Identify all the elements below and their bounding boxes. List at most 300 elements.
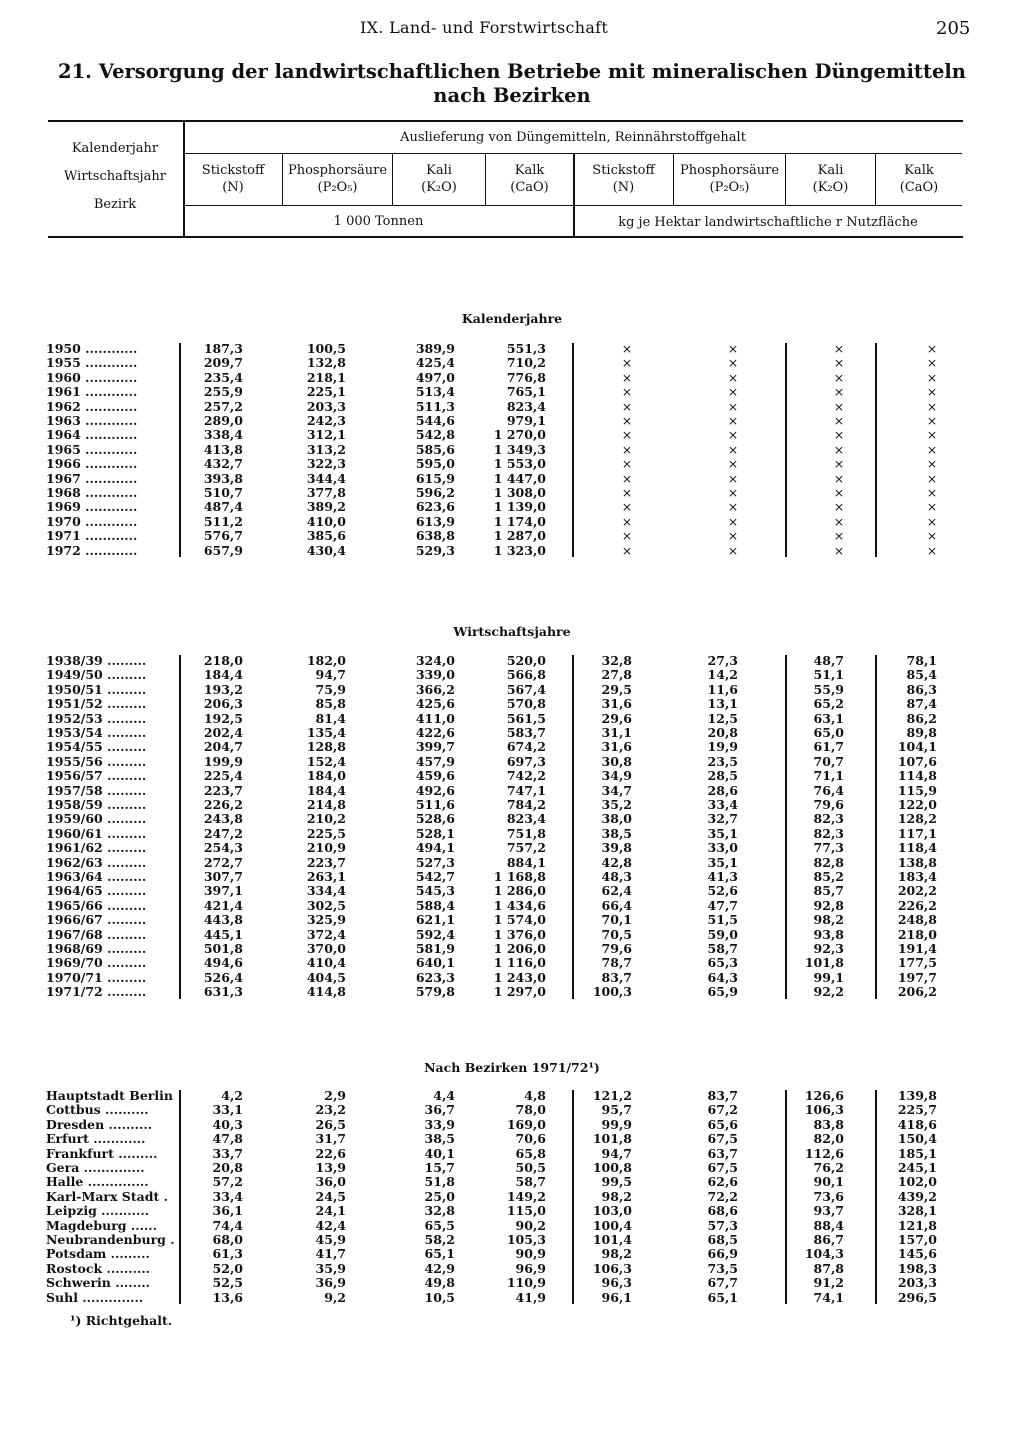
column-header <box>486 162 573 196</box>
cell-lime-kg: 191,4 <box>897 941 937 956</box>
cell-nitrogen-t: 206,3 <box>203 696 243 712</box>
cell-nitrogen-t: 193,2 <box>203 681 243 697</box>
cell-lime-t: 115,0 <box>506 1203 546 1219</box>
cell-potash-kg: 76,2 <box>813 1160 844 1175</box>
cell-potash-t: 581,9 <box>415 941 455 956</box>
cell-potash-t: 65,5 <box>424 1217 455 1233</box>
table-row <box>0 515 1024 529</box>
cell-nitrogen-t: 393,8 <box>203 470 243 486</box>
table-row <box>0 784 1024 798</box>
stub-label-calendar-year: Kalenderjahr <box>71 141 159 156</box>
cell-potash-kg: × <box>833 542 845 558</box>
cell-nitrogen-kg: × <box>621 369 633 385</box>
cell-potash-kg: 65,0 <box>813 725 844 740</box>
cell-phosphate-kg: × <box>727 542 739 558</box>
table-row <box>0 1132 1024 1146</box>
row-label: Suhl .............. <box>46 1290 144 1305</box>
cell-phosphate-kg: 33,4 <box>707 797 738 812</box>
cell-lime-t: 566,8 <box>506 667 546 683</box>
cell-phosphate-t: 135,4 <box>306 725 346 740</box>
column-header-formula: (CaO) <box>899 180 939 195</box>
cell-phosphate-kg: 23,5 <box>707 753 738 769</box>
unit-label-tonnes: 1 000 Tonnen <box>333 214 424 229</box>
cell-phosphate-t: 75,9 <box>315 681 346 697</box>
cell-nitrogen-kg: 38,5 <box>601 825 632 841</box>
cell-potash-kg: × <box>833 427 845 443</box>
table-row <box>0 654 1024 668</box>
cell-nitrogen-t: 307,7 <box>203 869 243 884</box>
cell-nitrogen-t: 338,4 <box>203 427 243 443</box>
cell-nitrogen-kg: 94,7 <box>601 1145 632 1161</box>
cell-lime-t: 1 376,0 <box>493 926 546 942</box>
cell-potash-kg: 92,2 <box>813 984 844 1000</box>
cell-nitrogen-kg: 79,6 <box>601 941 632 956</box>
cell-nitrogen-kg: × <box>621 542 633 558</box>
cell-nitrogen-kg: 31,6 <box>601 696 632 712</box>
column-rule <box>572 655 574 999</box>
cell-phosphate-t: 225,5 <box>306 825 346 841</box>
cell-phosphate-t: 410,0 <box>306 513 346 529</box>
cell-potash-t: 51,8 <box>424 1174 455 1190</box>
cell-potash-t: 527,3 <box>415 854 455 870</box>
cell-lime-t: 58,7 <box>515 1174 546 1190</box>
cell-nitrogen-kg: 31,1 <box>601 725 632 740</box>
cell-potash-kg: 87,8 <box>813 1260 844 1276</box>
cell-potash-kg: 90,1 <box>813 1174 844 1190</box>
cell-phosphate-kg: 14,2 <box>707 667 738 683</box>
cell-nitrogen-kg: 98,2 <box>601 1246 632 1262</box>
table-row <box>0 942 1024 956</box>
row-label: 1968 ............ <box>46 486 138 500</box>
row-label: 1949/50 ......... <box>46 668 147 683</box>
cell-potash-t: 511,3 <box>415 398 455 414</box>
cell-potash-t: 494,1 <box>415 840 455 856</box>
cell-phosphate-t: 370,0 <box>306 941 346 956</box>
cell-lime-kg: 296,5 <box>897 1289 937 1305</box>
cell-phosphate-kg: 68,5 <box>707 1232 738 1247</box>
cell-nitrogen-t: 13,6 <box>212 1289 243 1305</box>
cell-nitrogen-kg: × <box>621 427 633 443</box>
table-row <box>0 443 1024 457</box>
cell-lime-t: 1 174,0 <box>493 513 546 529</box>
table-row <box>0 457 1024 471</box>
cell-nitrogen-kg: 99,9 <box>601 1116 632 1132</box>
cell-phosphate-t: 322,3 <box>306 456 346 472</box>
column-header-formula: (K₂O) <box>812 180 849 195</box>
cell-lime-t: 784,2 <box>506 797 546 812</box>
column-header-name: Phosphorsäure <box>287 163 388 178</box>
cell-potash-kg: × <box>833 499 845 515</box>
cell-lime-kg: × <box>926 528 938 544</box>
cell-phosphate-kg: 27,3 <box>707 653 738 668</box>
cell-potash-kg: 91,2 <box>813 1275 844 1291</box>
cell-potash-kg: × <box>833 528 845 544</box>
cell-potash-kg: 82,3 <box>813 825 844 841</box>
column-rule <box>179 1090 181 1304</box>
row-label: 1938/39 ......... <box>46 654 147 668</box>
row-label: 1960 ............ <box>46 370 138 385</box>
cell-potash-kg: 106,3 <box>804 1102 844 1118</box>
cell-phosphate-kg: 67,5 <box>707 1160 738 1175</box>
cell-lime-t: 1 270,0 <box>493 427 546 443</box>
column-header-formula: (N) <box>612 180 635 195</box>
row-label: 1950 ............ <box>46 342 138 356</box>
cell-phosphate-t: 404,5 <box>306 969 346 985</box>
cell-phosphate-kg: 12,5 <box>707 710 738 726</box>
row-label: 1970 ............ <box>46 514 138 529</box>
cell-nitrogen-kg: 100,4 <box>592 1217 632 1233</box>
cell-lime-kg: × <box>926 499 938 515</box>
table-row <box>0 1118 1024 1132</box>
cell-potash-kg: 73,6 <box>813 1188 844 1204</box>
column-header <box>283 162 392 196</box>
row-label: 1963/64 ......... <box>46 870 147 884</box>
cell-lime-kg: 177,5 <box>897 955 937 971</box>
table-row <box>0 1103 1024 1117</box>
cell-potash-t: 40,1 <box>424 1145 455 1161</box>
cell-nitrogen-t: 255,9 <box>203 384 243 400</box>
row-label: 1971/72 ......... <box>46 985 147 1000</box>
cell-phosphate-kg: 19,9 <box>707 739 738 755</box>
cell-phosphate-t: 223,7 <box>306 854 346 870</box>
cell-lime-kg: 150,4 <box>897 1131 937 1147</box>
cell-phosphate-kg: 47,7 <box>707 897 738 913</box>
cell-nitrogen-t: 36,1 <box>212 1203 243 1219</box>
cell-potash-kg: 86,7 <box>813 1232 844 1247</box>
cell-nitrogen-kg: 31,6 <box>601 739 632 755</box>
page-number: 205 <box>936 18 971 39</box>
cell-nitrogen-kg: 95,7 <box>601 1102 632 1118</box>
cell-phosphate-t: 85,8 <box>315 696 346 712</box>
cell-phosphate-t: 313,2 <box>306 441 346 457</box>
cell-potash-t: 15,7 <box>424 1160 455 1175</box>
table-row <box>0 928 1024 942</box>
cell-lime-kg: × <box>926 413 938 428</box>
cell-nitrogen-kg: 30,8 <box>601 753 632 769</box>
cell-potash-kg: × <box>833 485 845 500</box>
row-label: Dresden .......... <box>46 1117 153 1132</box>
table-row <box>0 956 1024 970</box>
cell-potash-t: 542,7 <box>415 869 455 884</box>
cell-potash-kg: 112,6 <box>804 1145 844 1161</box>
row-label: 1950/51 ......... <box>46 682 147 697</box>
cell-lime-kg: 157,0 <box>897 1232 937 1247</box>
cell-phosphate-t: 42,4 <box>315 1217 346 1233</box>
cell-lime-kg: 198,3 <box>897 1260 937 1276</box>
column-header <box>674 162 785 196</box>
cell-potash-t: 615,9 <box>415 470 455 486</box>
cell-lime-t: 747,1 <box>506 782 546 798</box>
cell-phosphate-t: 210,9 <box>306 840 346 856</box>
cell-nitrogen-t: 257,2 <box>203 398 243 414</box>
cell-nitrogen-t: 68,0 <box>212 1232 243 1247</box>
cell-lime-kg: 139,8 <box>897 1088 937 1103</box>
cell-potash-t: 511,6 <box>415 797 455 812</box>
cell-phosphate-kg: 83,7 <box>707 1088 738 1103</box>
table-row <box>0 740 1024 754</box>
cell-lime-t: 567,4 <box>506 681 546 697</box>
cell-potash-t: 399,7 <box>415 739 455 755</box>
table-row <box>0 812 1024 826</box>
cell-nitrogen-kg: × <box>621 341 633 356</box>
cell-potash-t: 497,0 <box>415 369 455 385</box>
row-label: 1954/55 ......... <box>46 740 147 755</box>
cell-potash-kg: × <box>833 456 845 472</box>
cell-nitrogen-t: 184,4 <box>203 667 243 683</box>
cell-potash-kg: × <box>833 441 845 457</box>
table-row <box>0 385 1024 399</box>
cell-nitrogen-kg: 99,5 <box>601 1174 632 1190</box>
cell-nitrogen-t: 494,6 <box>203 955 243 971</box>
cell-lime-t: 70,6 <box>515 1131 546 1147</box>
table-row <box>0 769 1024 783</box>
cell-lime-t: 757,2 <box>506 840 546 856</box>
cell-nitrogen-kg: × <box>621 384 633 400</box>
cell-lime-kg: 225,7 <box>897 1102 937 1118</box>
cell-nitrogen-t: 526,4 <box>203 969 243 985</box>
cell-phosphate-t: 184,0 <box>306 768 346 784</box>
cell-phosphate-kg: 65,1 <box>707 1289 738 1305</box>
cell-nitrogen-t: 487,4 <box>203 499 243 515</box>
table-row <box>0 428 1024 442</box>
cell-lime-t: 1 349,3 <box>493 441 546 457</box>
row-label: 1951/52 ......... <box>46 697 147 712</box>
row-label: 1961 ............ <box>46 385 138 400</box>
cell-phosphate-kg: 59,0 <box>707 926 738 942</box>
cell-nitrogen-t: 289,0 <box>203 413 243 428</box>
cell-nitrogen-kg: 62,4 <box>601 883 632 899</box>
cell-potash-kg: 48,7 <box>813 653 844 668</box>
cell-lime-t: 710,2 <box>506 355 546 371</box>
cell-phosphate-t: 100,5 <box>306 341 346 356</box>
cell-lime-kg: 218,0 <box>897 926 937 942</box>
cell-lime-t: 50,5 <box>515 1160 546 1175</box>
cell-phosphate-t: 312,1 <box>306 427 346 443</box>
column-header <box>876 162 962 196</box>
cell-potash-kg: 71,1 <box>813 768 844 784</box>
cell-phosphate-kg: × <box>727 341 739 356</box>
row-label: Erfurt ............ <box>46 1132 146 1147</box>
cell-nitrogen-kg: × <box>621 528 633 544</box>
cell-potash-kg: 51,1 <box>813 667 844 683</box>
cell-potash-kg: 85,2 <box>813 869 844 884</box>
cell-potash-t: 528,6 <box>415 811 455 827</box>
cell-potash-kg: 93,7 <box>813 1203 844 1219</box>
cell-lime-t: 561,5 <box>506 710 546 726</box>
cell-phosphate-t: 414,8 <box>306 984 346 1000</box>
cell-nitrogen-kg: 66,4 <box>601 897 632 913</box>
column-rule <box>785 1090 787 1304</box>
cell-lime-t: 520,0 <box>506 653 546 668</box>
cell-phosphate-t: 128,8 <box>306 739 346 755</box>
cell-phosphate-kg: 11,6 <box>707 681 738 697</box>
cell-phosphate-kg: 67,5 <box>707 1131 738 1147</box>
table-row <box>0 985 1024 999</box>
cell-potash-t: 528,1 <box>415 825 455 841</box>
cell-potash-t: 457,9 <box>415 753 455 769</box>
cell-potash-kg: 70,7 <box>813 753 844 769</box>
cell-potash-kg: 126,6 <box>804 1088 844 1103</box>
cell-phosphate-t: 26,5 <box>315 1116 346 1132</box>
row-label: 1960/61 ......... <box>46 826 147 841</box>
cell-nitrogen-kg: 96,3 <box>601 1275 632 1291</box>
cell-phosphate-t: 430,4 <box>306 542 346 558</box>
cell-lime-t: 1 116,0 <box>493 955 546 971</box>
cell-lime-t: 1 574,0 <box>493 912 546 928</box>
cell-nitrogen-kg: 48,3 <box>601 869 632 884</box>
cell-lime-kg: × <box>926 355 938 371</box>
cell-potash-t: 595,0 <box>415 456 455 472</box>
cell-nitrogen-t: 432,7 <box>203 456 243 472</box>
cell-potash-t: 640,1 <box>415 955 455 971</box>
cell-lime-t: 169,0 <box>506 1116 546 1132</box>
cell-phosphate-t: 214,8 <box>306 797 346 812</box>
cell-nitrogen-kg: 39,8 <box>601 840 632 856</box>
cell-potash-t: 542,8 <box>415 427 455 443</box>
cell-lime-kg: 439,2 <box>897 1188 937 1204</box>
cell-phosphate-t: 344,4 <box>306 470 346 486</box>
cell-lime-kg: × <box>926 456 938 472</box>
cell-lime-kg: 248,8 <box>897 912 937 928</box>
cell-phosphate-t: 225,1 <box>306 384 346 400</box>
unit-label-kg-per-hectare: kg je Hektar landwirtschaftliche r Nutzfläche <box>618 215 918 230</box>
column-header-name: Kali <box>426 163 452 178</box>
cell-phosphate-kg: 66,9 <box>707 1246 738 1262</box>
row-label: 1964/65 ......... <box>46 884 147 899</box>
table-row <box>0 1219 1024 1233</box>
cell-nitrogen-t: 61,3 <box>212 1246 243 1262</box>
table-row <box>0 1262 1024 1276</box>
cell-potash-t: 65,1 <box>424 1246 455 1262</box>
column-group-header: Auslieferung von Düngemitteln, Reinnährstoffgehalt <box>400 130 746 145</box>
cell-phosphate-t: 23,2 <box>315 1102 346 1118</box>
column-header <box>786 162 875 196</box>
cell-lime-kg: 145,6 <box>897 1246 937 1262</box>
cell-phosphate-t: 41,7 <box>315 1246 346 1262</box>
column-header <box>184 162 282 196</box>
cell-phosphate-t: 182,0 <box>306 653 346 668</box>
cell-phosphate-kg: × <box>727 413 739 428</box>
row-label: Hauptstadt Berlin <box>46 1089 173 1103</box>
chapter-header: IX. Land- und Forstwirtschaft <box>360 18 609 37</box>
cell-phosphate-t: 24,5 <box>315 1188 346 1204</box>
cell-lime-t: 105,3 <box>506 1232 546 1247</box>
cell-nitrogen-t: 397,1 <box>203 883 243 899</box>
cell-nitrogen-kg: × <box>621 413 633 428</box>
cell-potash-t: 58,2 <box>424 1232 455 1247</box>
table-row <box>0 400 1024 414</box>
cell-nitrogen-t: 501,8 <box>203 941 243 956</box>
column-header-formula: (K₂O) <box>421 180 457 195</box>
cell-lime-t: 742,2 <box>506 768 546 784</box>
row-label: 1962 ............ <box>46 399 138 414</box>
row-label: Karl-Marx Stadt . <box>46 1189 168 1204</box>
cell-phosphate-kg: 64,3 <box>707 969 738 985</box>
cell-phosphate-kg: × <box>727 513 739 529</box>
cell-nitrogen-t: 247,2 <box>203 825 243 841</box>
cell-lime-kg: 206,2 <box>897 984 937 1000</box>
row-label: 1956/57 ......... <box>46 769 147 784</box>
cell-phosphate-kg: 67,2 <box>707 1102 738 1118</box>
cell-phosphate-t: 36,9 <box>315 1275 346 1291</box>
cell-lime-kg: × <box>926 441 938 457</box>
cell-phosphate-kg: 68,6 <box>707 1203 738 1219</box>
cell-phosphate-t: 2,9 <box>324 1088 346 1103</box>
cell-lime-kg: × <box>926 369 938 385</box>
table-row <box>0 1276 1024 1290</box>
column-rule <box>875 655 877 999</box>
cell-nitrogen-t: 413,8 <box>203 441 243 457</box>
table-row <box>0 1175 1024 1189</box>
cell-phosphate-kg: 20,8 <box>707 725 738 740</box>
cell-nitrogen-kg: 34,9 <box>601 768 632 784</box>
cell-phosphate-kg: × <box>727 528 739 544</box>
cell-lime-kg: 89,8 <box>906 725 937 740</box>
cell-lime-t: 90,2 <box>515 1217 546 1233</box>
cell-potash-kg: 65,2 <box>813 696 844 712</box>
row-label: Magdeburg ...... <box>46 1218 157 1233</box>
cell-phosphate-t: 302,5 <box>306 897 346 913</box>
cell-nitrogen-t: 576,7 <box>203 528 243 544</box>
cell-phosphate-t: 132,8 <box>306 355 346 371</box>
cell-nitrogen-t: 243,8 <box>203 811 243 827</box>
column-rule <box>179 343 181 557</box>
cell-nitrogen-t: 226,2 <box>203 797 243 812</box>
table-row <box>0 544 1024 558</box>
table-row <box>0 798 1024 812</box>
cell-lime-t: 823,4 <box>506 398 546 414</box>
table-row <box>0 1161 1024 1175</box>
row-label: 1969/70 ......... <box>46 956 147 971</box>
cell-lime-kg: 202,2 <box>897 883 937 899</box>
column-rule <box>785 655 787 999</box>
cell-phosphate-kg: × <box>727 427 739 443</box>
cell-nitrogen-t: 47,8 <box>212 1131 243 1147</box>
cell-nitrogen-t: 657,9 <box>203 542 243 558</box>
cell-potash-t: 32,8 <box>424 1203 455 1219</box>
cell-phosphate-t: 45,9 <box>315 1232 346 1247</box>
cell-lime-kg: 117,1 <box>897 825 937 841</box>
cell-lime-t: 1 308,0 <box>493 485 546 500</box>
cell-lime-kg: × <box>926 485 938 500</box>
cell-phosphate-kg: 41,3 <box>707 869 738 884</box>
cell-phosphate-t: 94,7 <box>315 667 346 683</box>
cell-lime-kg: × <box>926 427 938 443</box>
cell-potash-kg: × <box>833 341 845 356</box>
cell-potash-kg: × <box>833 369 845 385</box>
cell-nitrogen-t: 40,3 <box>212 1116 243 1132</box>
cell-lime-kg: 118,4 <box>897 840 937 856</box>
cell-phosphate-t: 31,7 <box>315 1131 346 1147</box>
cell-lime-kg: 226,2 <box>897 897 937 913</box>
cell-phosphate-t: 334,4 <box>306 883 346 899</box>
cell-lime-t: 697,3 <box>506 753 546 769</box>
cell-phosphate-kg: 73,5 <box>707 1260 738 1276</box>
column-header-formula: (P₂O₅) <box>709 180 750 195</box>
cell-nitrogen-t: 57,2 <box>212 1174 243 1190</box>
row-label: 1965/66 ......... <box>46 898 147 913</box>
cell-nitrogen-t: 74,4 <box>212 1217 243 1233</box>
cell-lime-t: 90,9 <box>515 1246 546 1262</box>
cell-nitrogen-t: 52,0 <box>212 1260 243 1276</box>
cell-lime-kg: 102,0 <box>897 1174 937 1190</box>
cell-phosphate-t: 35,9 <box>315 1260 346 1276</box>
cell-phosphate-kg: 32,7 <box>707 811 738 827</box>
cell-lime-kg: 418,6 <box>897 1116 937 1132</box>
cell-potash-kg: 82,8 <box>813 854 844 870</box>
cell-phosphate-kg: 51,5 <box>707 912 738 928</box>
cell-nitrogen-kg: × <box>621 513 633 529</box>
